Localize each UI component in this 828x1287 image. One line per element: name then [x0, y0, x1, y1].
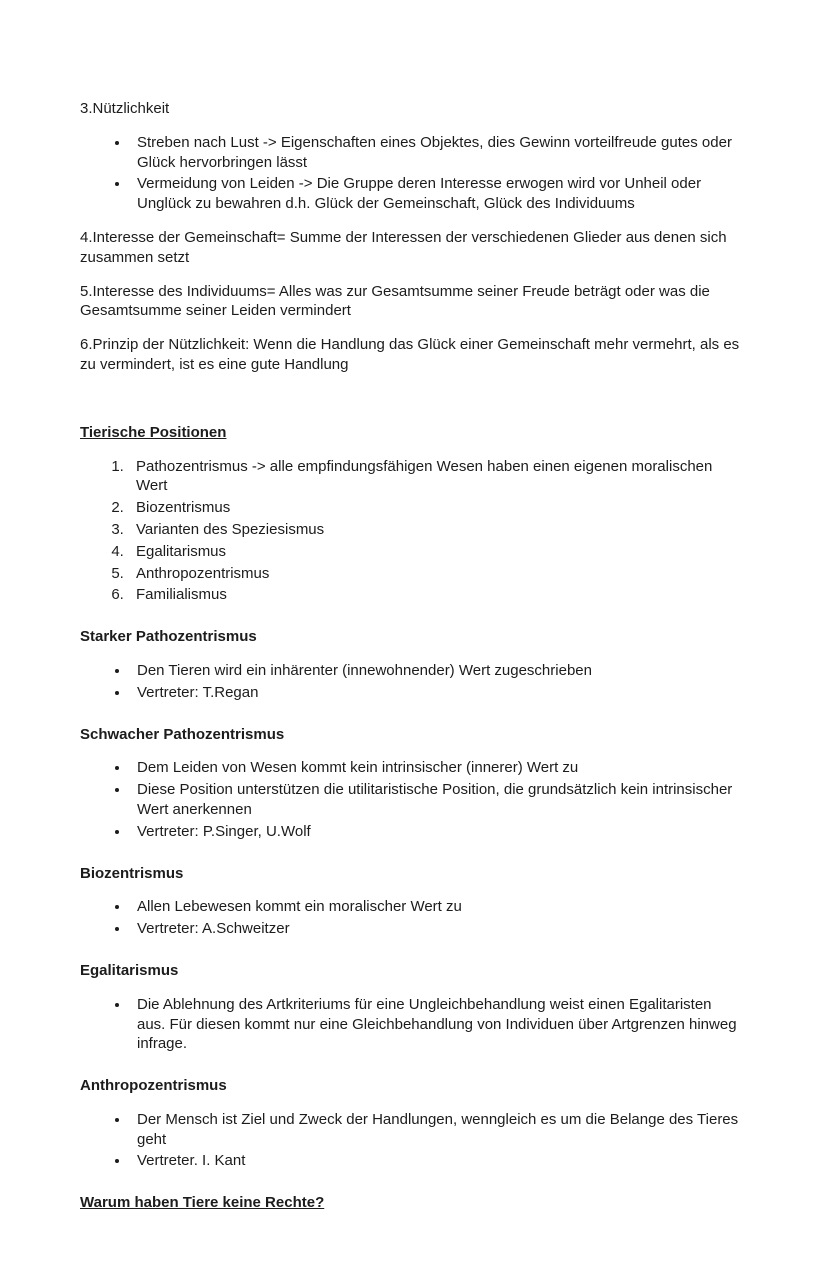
heading-biocentrism: Biozentrismus [80, 864, 184, 882]
heading-why-no-rights: Warum haben Tiere keine Rechte? [80, 1194, 325, 1212]
anthropocentrism-bullet-list [80, 1110, 744, 1171]
numbered-item: 3. Varianten des Speziesismus [128, 520, 744, 540]
paragraph-individual-interest: 5.Interesse des Individuums= Alles was zur Gesamtsumme seiner Freude beträgt oder was die Gesamtsumme seiner Leiden vermindert [80, 282, 710, 320]
animal-positions-numbered-list [80, 457, 744, 606]
heading-animal-positions: Tierische Positionen [80, 423, 227, 441]
bullet-item: • Vertreter: A.Schweitzer [130, 919, 744, 939]
heading-strong-pathocentrism: Starker Pathozentrismus [80, 628, 257, 646]
heading-utility: 3.Nützlichkeit [80, 100, 170, 117]
numbered-item: 2. Biozentrismus [128, 498, 744, 518]
biocentrism-bullet-list [80, 897, 744, 939]
strong-pathocentrism-bullet-list [80, 661, 744, 703]
bullet-item: • Vertreter: T.Regan [130, 683, 744, 703]
heading-weak-pathocentrism: Schwacher Pathozentrismus [80, 725, 285, 743]
bullet-item: • Diese Position unterstützen die utilitaristische Position, die grundsätzlich kein intrinsischer Wert anerkennen [130, 780, 744, 820]
bullet-item: • Der Mensch ist Ziel und Zweck der Handlungen, wenngleich es um die Belange des Tieres geht [130, 1110, 744, 1150]
numbered-item: 5. Anthropozentrismus [128, 564, 744, 584]
bullet-item: • Allen Lebewesen kommt ein moralischer Wert zu [130, 897, 744, 917]
weak-pathocentrism-bullet-list [80, 758, 744, 841]
heading-anthropocentrism: Anthropozentrismus [80, 1077, 227, 1095]
egalitarianism-bullet-list [80, 995, 744, 1054]
bullet-item: • Vertreter. I. Kant [130, 1151, 744, 1171]
bullet-item: • Vertreter: P.Singer, U.Wolf [130, 822, 744, 842]
numbered-item: 1. Pathozentrismus -> alle empfindungsfähigen Wesen haben einen eigenen moralischen Wert [128, 457, 744, 497]
utility-bullet-list [80, 133, 744, 214]
numbered-item: 4. Egalitarismus [128, 542, 744, 562]
numbered-item: 6. Familialismus [128, 585, 744, 605]
bullet-item: • Den Tieren wird ein inhärenter (innewohnender) Wert zugeschrieben [130, 661, 744, 681]
paragraph-community-interest: 4.Interesse der Gemeinschaft= Summe der Interessen der verschiedenen Glieder aus denen sich zusammen setzt [80, 228, 727, 266]
bullet-item: • Dem Leiden von Wesen kommt kein intrinsischer (innerer) Wert zu [130, 758, 744, 778]
bullet-item: • Streben nach Lust -> Eigenschaften eines Objektes, dies Gewinn vorteilfreude gutes oder Glück hervorbringen lässt [130, 133, 744, 173]
paragraph-utility-principle: 6.Prinzip der Nützlichkeit: Wenn die Handlung das Glück einer Gemeinschaft mehr vermehrt, als es zu vermindert, ist es eine gute Handlung [80, 336, 740, 373]
bullet-item: • Die Ablehnung des Artkriteriums für eine Ungleichbehandlung weist einen Egalitaristen aus. Für diesen kommt nur eine Gleichbehandlung von Individuen über Artgrenzen hinweg infrage. [130, 995, 744, 1054]
heading-egalitarianism: Egalitarismus [80, 961, 179, 979]
bullet-item: • Vermeidung von Leiden -> Die Gruppe deren Interesse erwogen wird vor Unheil oder Unglück zu bewahren d.h. Glück der Gemeinschaft, Glück des Individuums [130, 174, 744, 214]
